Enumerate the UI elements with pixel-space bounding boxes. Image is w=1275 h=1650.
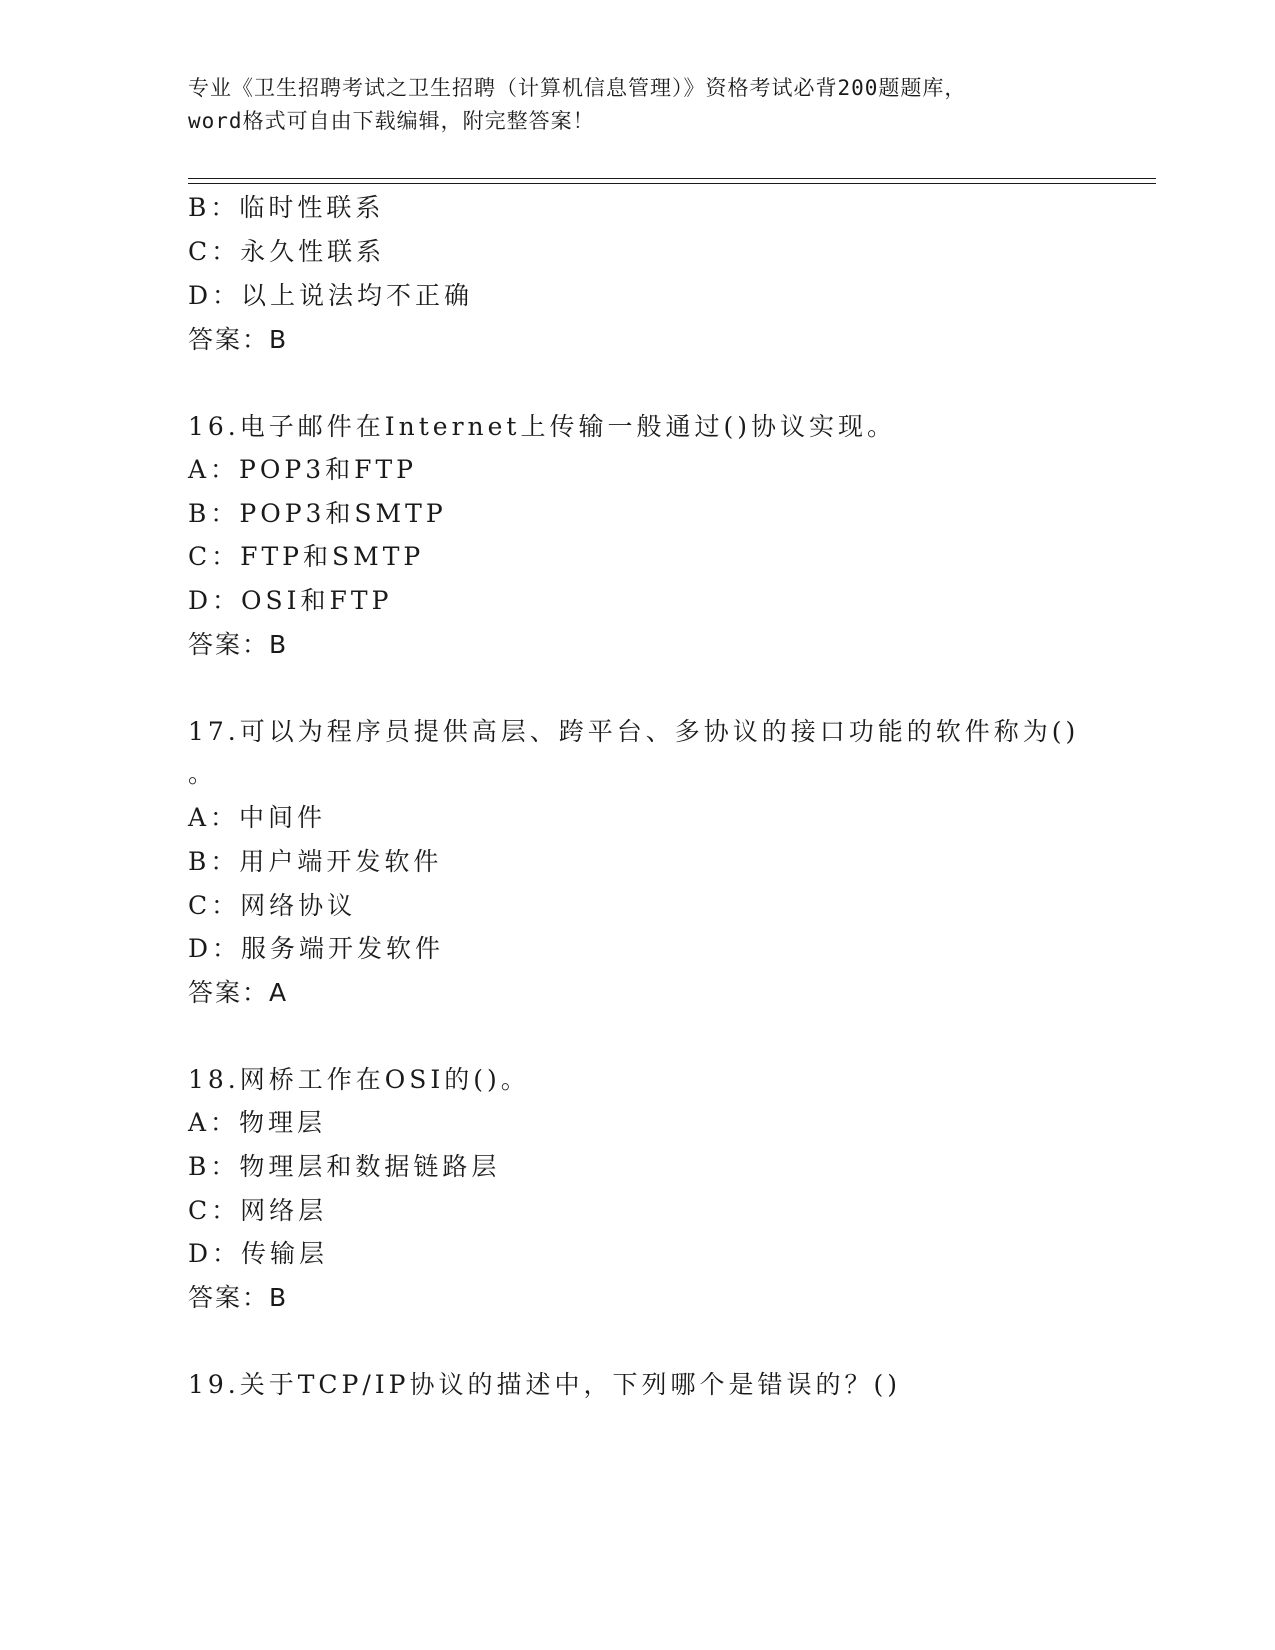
option-d: D：OSI和FTP (188, 586, 393, 615)
option-b: B：POP3和SMTP (188, 499, 447, 528)
option-b: B：临时性联系 (188, 193, 385, 222)
question-stem-continuation: 。 (188, 759, 218, 788)
answer-line: 答案：B (188, 630, 289, 659)
option-d: D：以上说法均不正确 (188, 281, 474, 310)
header-line-2: word格式可自由下载编辑，附完整答案！ (188, 109, 595, 133)
option-c: C：永久性联系 (188, 237, 386, 266)
option-c: C：网络协议 (188, 891, 357, 920)
question-stem: 17.可以为程序员提供高层、跨平台、多协议的接口功能的软件称为() (188, 717, 1080, 746)
header-divider-top (188, 178, 1156, 179)
answer-line: 答案：B (188, 325, 289, 354)
option-b: B：物理层和数据链路层 (188, 1152, 501, 1181)
option-d: D：服务端开发软件 (188, 934, 445, 963)
option-a: A：中间件 (188, 803, 327, 832)
option-d: D：传输层 (188, 1239, 329, 1268)
header-divider-bottom (188, 183, 1156, 184)
header-line-1: 专业《卫生招聘考试之卫生招聘（计算机信息管理）》资格考试必背200题题库， (188, 76, 967, 100)
answer-line: 答案：B (188, 1283, 289, 1312)
answer-line: 答案：A (188, 978, 289, 1007)
option-b: B：用户端开发软件 (188, 847, 443, 876)
option-c: C：网络层 (188, 1196, 328, 1225)
option-c: C：FTP和SMTP (188, 542, 425, 571)
option-a: A：物理层 (188, 1108, 327, 1137)
question-stem: 18.网桥工作在OSI的()。 (188, 1065, 530, 1094)
question-stem: 19.关于TCP/IP协议的描述中，下列哪个是错误的？() (188, 1370, 902, 1399)
option-a: A：POP3和FTP (188, 455, 417, 484)
question-stem: 16.电子邮件在Internet上传输一般通过()协议实现。 (188, 412, 896, 441)
document-header (188, 72, 1088, 138)
